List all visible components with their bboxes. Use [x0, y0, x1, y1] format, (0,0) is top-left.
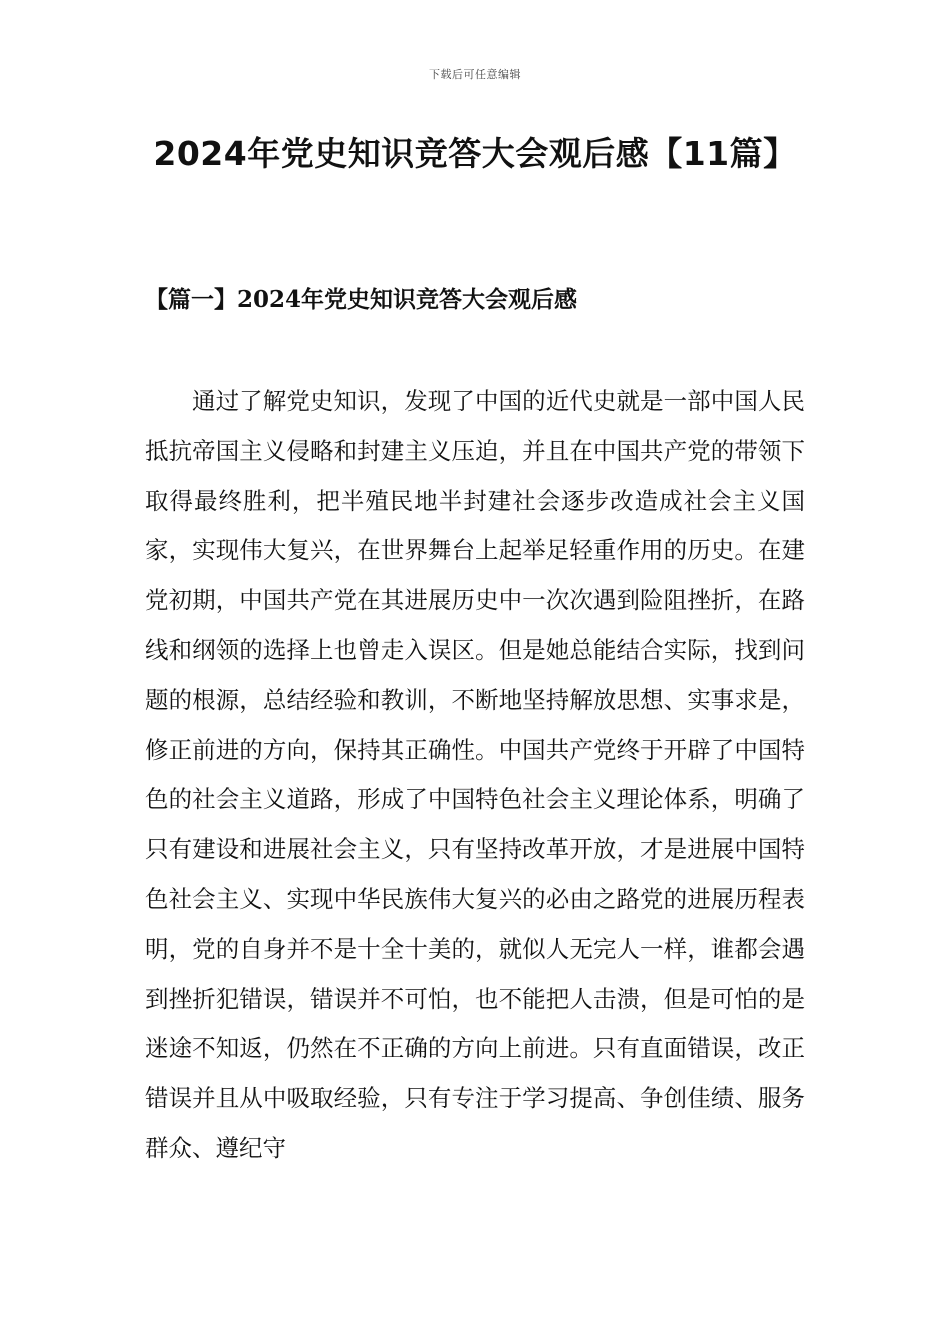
body-paragraph: 通过了解党史知识，发现了中国的近代史就是一部中国人民抵抗帝国主义侵略和封建主义压迫，并且在中国共产党的带领下取得最终胜利，把半殖民地半封建社会逐步改造成社会主义国家，实现伟大复兴，在世界舞台上起举足轻重作用的历史。在建党初期，中国共产党在其进展历史中一次次遇到险阻挫折，在路线和纲领的选择上也曾走入误区。但是她总能结合实际，找到问题的根源，总结经验和教训，不断地坚持解放思想、实事求是，修正前进的方向，保持其正确性。中国共产党终于开辟了中国特色的社会主义道路，形成了中国特色社会主义理论体系，明确了只有建设和进展社会主义，只有坚持改革开放，才是进展中国特色社会主义、实现中华民族伟大复兴的必由之路党的进展历程表明，党的自身并不是十全十美的，就似人无完人一样，谁都会遇到挫折犯错误，错误并不可怕，也不能把人击溃，但是可怕的是迷途不知返，仍然在不正确的方向上前进。只有直面错误，改正错误并且从中吸取经验，只有专注于学习提高、争创佳绩、服务群众、遵纪守	[145, 387, 805, 1162]
document-title: 2024年党史知识竞答大会观后感【11篇】	[153, 134, 797, 173]
section-heading: 【篇一】2024年党史知识竞答大会观后感	[145, 286, 578, 313]
page-header-note: 下载后可任意编辑	[429, 68, 521, 81]
